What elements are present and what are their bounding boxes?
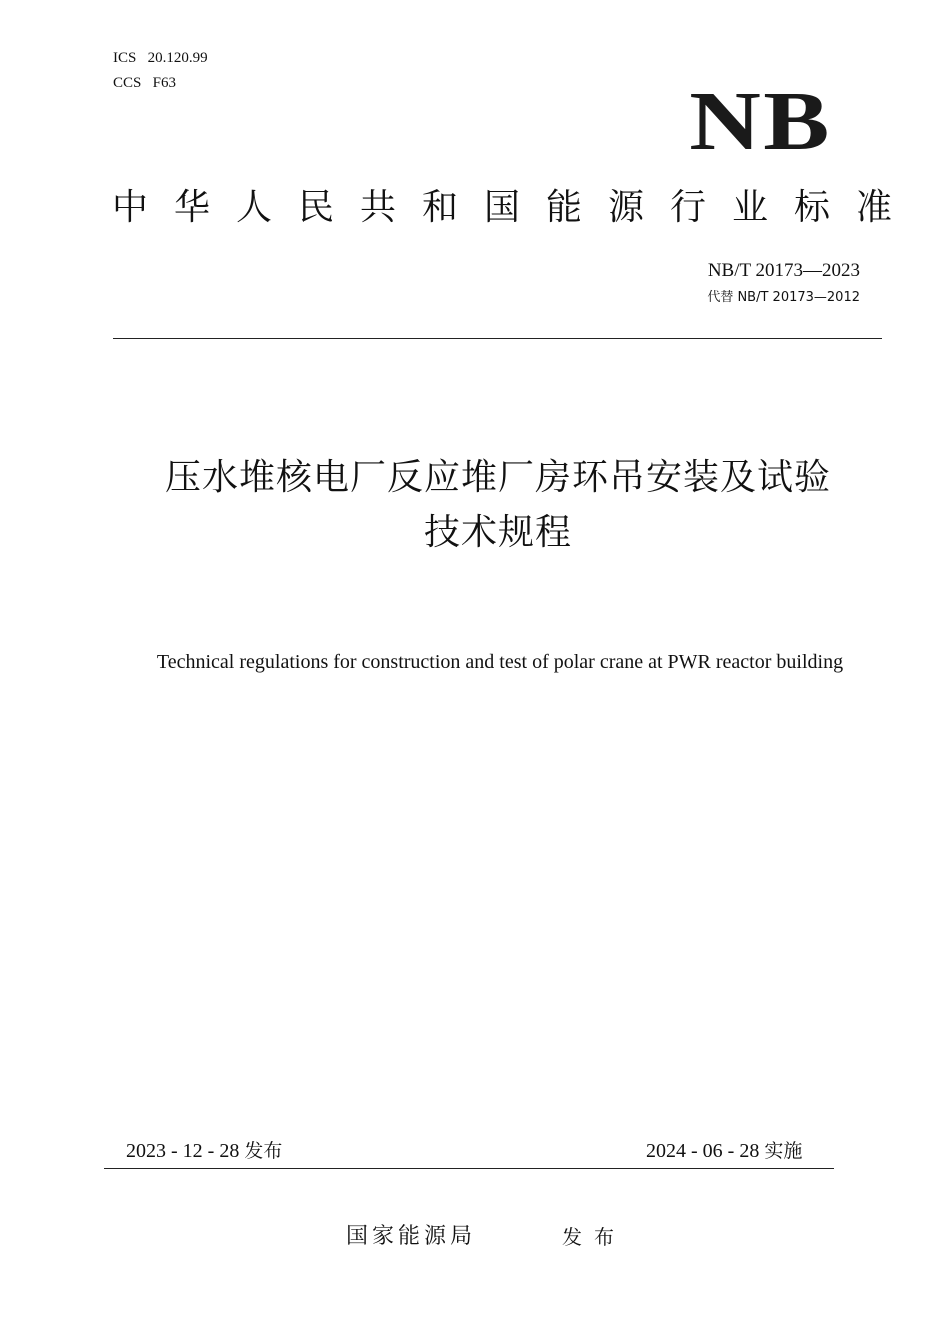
- ccs-code: CCS F63: [113, 75, 176, 91]
- industry-standard-title: 中华人民共和国能源行业标准: [112, 187, 919, 228]
- implementation-label: 实施: [764, 1140, 803, 1162]
- issuing-authority: 国家能源局: [346, 1224, 477, 1249]
- implementation-date-block: [646, 1138, 802, 1164]
- issue-date-block: [126, 1138, 282, 1164]
- standard-number: NB/T 20173—2023: [707, 260, 860, 281]
- footer-divider: [104, 1168, 834, 1169]
- document-title-en: Technical regulations for construction and test of polar crane at PWR reactor building: [156, 651, 844, 673]
- replaces-standard: 代替 NB/T 20173—2012: [707, 290, 860, 305]
- document-title-cn-line2: 技术规程: [423, 512, 572, 553]
- nb-logo: NB: [689, 75, 832, 168]
- document-title-cn-line1: 压水堆核电厂反应堆厂房环吊安装及试验: [164, 457, 831, 498]
- header-divider: [113, 338, 882, 339]
- issuing-action: 发布: [562, 1225, 626, 1249]
- issue-label: 发布: [244, 1140, 283, 1162]
- implementation-date: 2024 - 06 - 28: [646, 1140, 760, 1162]
- issue-date: 2023 - 12 - 28: [126, 1140, 240, 1162]
- ics-code: ICS 20.120.99: [113, 50, 208, 66]
